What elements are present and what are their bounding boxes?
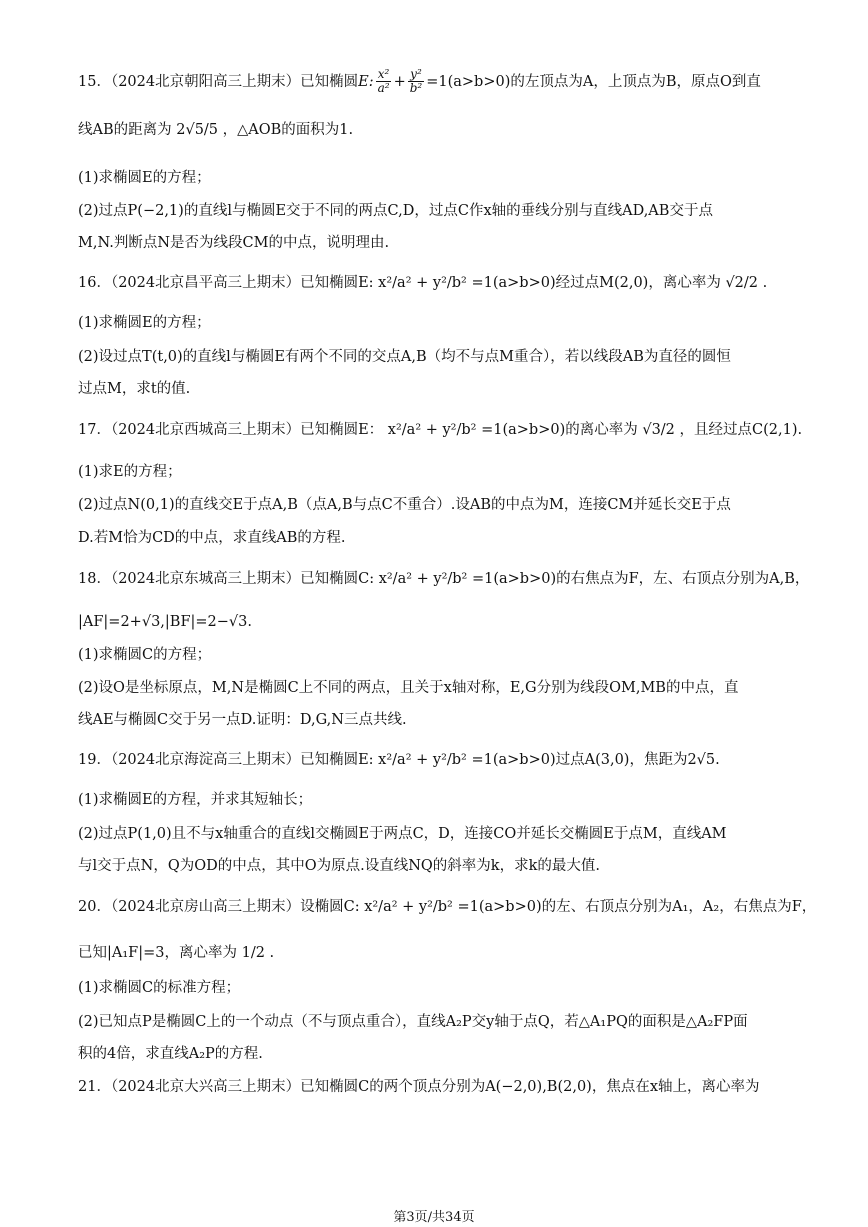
text-line: (2)过点P(−2,1)的直线l与椭圆E交于不同的两点C,D，过点C作x轴的垂线分别与直线AD,AB交于点 xyxy=(78,203,713,219)
text-line: (1)求E的方程； xyxy=(78,464,182,480)
text-line: (2)设过点T(t,0)的直线l与椭圆E有两个不同的交点A,B（均不与点M重合），若以线段AB为直径的圆恒 xyxy=(78,349,731,365)
text-line: (2)过点P(1,0)且不与x轴重合的直线l交椭圆E于两点C，D，连接CO并延长交椭圆E于点M，直线AM xyxy=(78,826,727,842)
text-line: 17．（2024北京西城高三上期末）已知椭圆E： x²/a² + y²/b² =1(a>b>0)的离心率为 √3/2 ，且经过点C(2,1). xyxy=(78,422,803,438)
text-line: 16．（2024北京昌平高三上期末）已知椭圆E: x²/a² + y²/b² =1(a>b>0)经过点M(2,0)，离心率为 √2/2 . xyxy=(78,275,768,291)
page-footer: 第3页/共34页 xyxy=(393,1210,475,1225)
text-line: (1)求椭圆C的方程； xyxy=(78,647,212,663)
text-line: 18．（2024北京东城高三上期末）已知椭圆C: x²/a² + y²/b² =1(a>b>0)的右焦点为F，左、右顶点分别为A,B， xyxy=(78,571,810,587)
text-line: 积的4倍，求直线A₂P的方程. xyxy=(78,1046,263,1062)
text-line: (1)求椭圆E的方程，并求其短轴长； xyxy=(78,792,313,808)
text-line: 15．（2024北京朝阳高三上期末）已知椭圆 E: $\frac{\text{x²}}{\text{a²}}$ + $\frac{\text{y²}}{\text{b²}}$ =1(a>b>0)的左顶点为A，上顶点为B，原点O到直 xyxy=(78,67,761,95)
text-line: 线AE与椭圆C交于另一点D.证明：D,G,N三点共线. xyxy=(78,712,407,728)
text-line: (2)设O是坐标原点，M,N是椭圆C上不同的两点，且关于x轴对称，E,G分别为线段OM,MB的中点，直 xyxy=(78,680,739,696)
text-line: 19．（2024北京海淀高三上期末）已知椭圆E: x²/a² + y²/b² =1(a>b>0)过点A(3,0)，焦距为2√5. xyxy=(78,752,720,768)
text-line: 过点M，求t的值. xyxy=(78,381,191,397)
text-line: (1)求椭圆E的方程； xyxy=(78,315,211,331)
text-line: (1)求椭圆E的方程； xyxy=(78,170,211,186)
text-line: (2)过点N(0,1)的直线交E于点A,B（点A,B与点C不重合）.设AB的中点为M，连接CM并延长交E于点 xyxy=(78,497,731,513)
text-line: (2)已知点P是椭圆C上的一个动点（不与顶点重合），直线A₂P交y轴于点Q，若△A₁PQ的面积是△A₂FP面 xyxy=(78,1014,748,1030)
text-line: M,N.判断点N是否为线段CM的中点，说明理由. xyxy=(78,235,390,251)
text-line: 20．（2024北京房山高三上期末）设椭圆C: x²/a² + y²/b² =1(a>b>0)的左、右顶点分别为A₁，A₂，右焦点为F， xyxy=(78,899,817,915)
text-line: |AF|=2+√3,|BF|=2−√3. xyxy=(78,614,252,630)
text-line: 与l交于点N，Q为OD的中点，其中O为原点.设直线NQ的斜率为k，求k的最大值. xyxy=(78,858,600,874)
text-line: 21．（2024北京大兴高三上期末）已知椭圆C的两个顶点分别为A(−2,0),B(2,0)，焦点在x轴上，离心率为 xyxy=(78,1079,760,1095)
text-line: (1)求椭圆C的标准方程； xyxy=(78,980,241,996)
text-line: D.若M恰为CD的中点，求直线AB的方程. xyxy=(78,530,346,546)
text-line: 线AB的距离为 2√5/5 ，△AOB的面积为1. xyxy=(78,122,354,138)
text-line: 已知|A₁F|=3，离心率为 1/2 . xyxy=(78,945,275,961)
